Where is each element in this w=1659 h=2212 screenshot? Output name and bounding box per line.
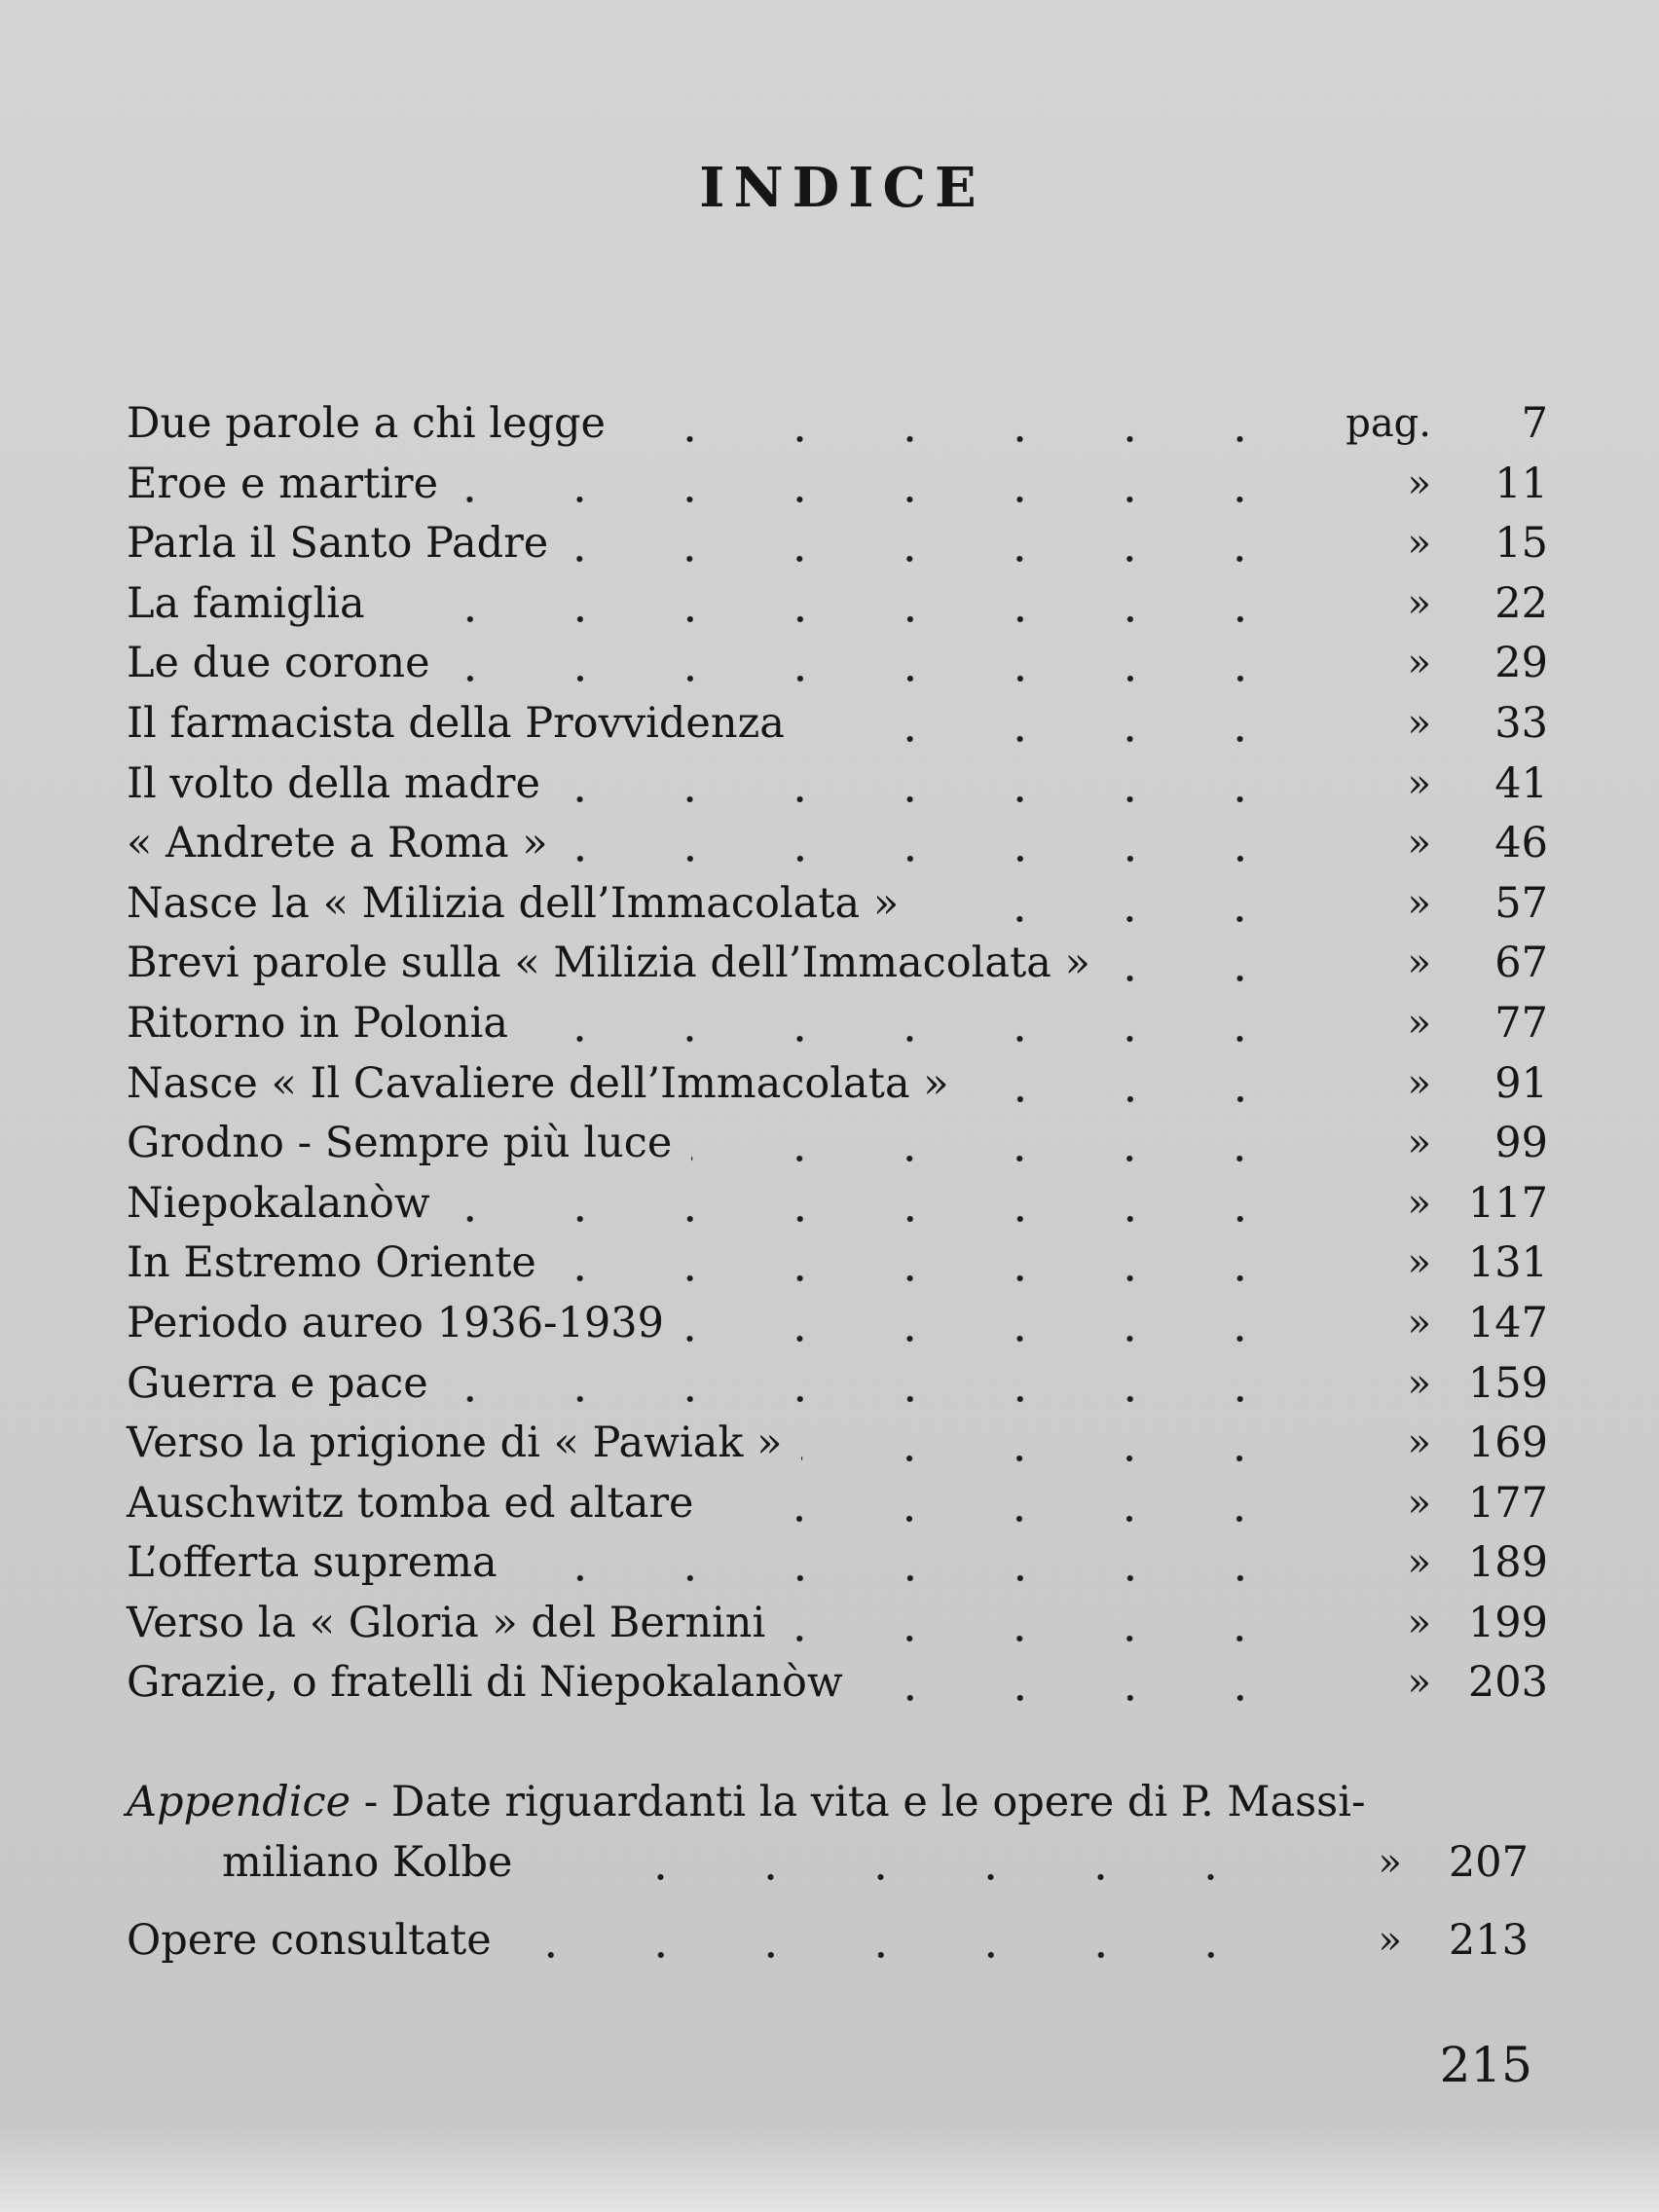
toc-entry-title: Parla il Santo Padre (127, 519, 549, 569)
toc-entry-title: Guerra e pace (127, 1358, 428, 1408)
dot-leader (450, 1174, 1305, 1235)
page-edge-shading (0, 2124, 1659, 2212)
toc-entry-page: 147 (1467, 1298, 1548, 1347)
dot-leader (511, 1910, 1275, 1971)
toc-entry-marker: » (1407, 1060, 1431, 1106)
toc-entry (127, 455, 1548, 515)
toc-entry-marker: » (1407, 461, 1431, 506)
toc-entry (127, 1054, 1548, 1115)
toc-entry-title: Eroe e martire (127, 459, 439, 508)
toc-entry-title: Opere consultate (127, 1916, 492, 1965)
toc-entry-page: 169 (1467, 1419, 1548, 1468)
toc-entry (127, 1414, 1548, 1474)
toc-entry-title: Grazie, o fratelli di Niepokalanòw (127, 1658, 843, 1708)
dot-leader (385, 574, 1305, 635)
sources-entry (127, 1910, 1548, 1971)
toc-entry-page: 11 (1494, 459, 1548, 508)
toc-entry-page: 91 (1494, 1058, 1548, 1108)
toc-entry-marker: » (1407, 580, 1431, 626)
toc-entry-marker: » (1407, 1420, 1431, 1466)
toc-entry (127, 1653, 1548, 1714)
appendix-entry (127, 1772, 1548, 1893)
dot-leader (1110, 934, 1305, 994)
dot-leader (863, 1653, 1305, 1714)
toc-entry-page: 15 (1494, 519, 1548, 569)
appendix-line-2 (127, 1832, 1548, 1893)
toc-entry (127, 1474, 1548, 1534)
dot-leader (448, 1354, 1305, 1415)
dot-leader (528, 994, 1305, 1054)
toc-entry-page: 57 (1494, 878, 1548, 928)
toc-entry-page: 99 (1494, 1119, 1548, 1168)
toc-entry-title: Nasce la « Milizia dell’Immacolata » (127, 878, 900, 928)
toc-entry-title: Il volto della madre (127, 758, 540, 808)
toc-entry (127, 634, 1548, 694)
dot-leader (450, 634, 1305, 694)
toc-entry-title: Due parole a chi legge (127, 399, 606, 448)
dot-leader (625, 394, 1305, 455)
toc-entry (127, 1354, 1548, 1415)
toc-entry-title: Il farmacista della Provvidenza (127, 698, 785, 748)
toc-entry-title: L’offerta suprema (127, 1538, 498, 1588)
toc-entry-marker: » (1407, 1300, 1431, 1346)
toc-entry (127, 1234, 1548, 1294)
toc-entry-marker: » (1407, 821, 1431, 866)
toc-entry (127, 1533, 1548, 1594)
dot-leader (560, 755, 1305, 815)
toc-entry-title: Niepokalanòw (127, 1178, 430, 1228)
toc-entry (127, 934, 1548, 994)
toc-entry (127, 694, 1548, 755)
toc-entry-title: Grodno - Sempre più luce (127, 1119, 673, 1168)
toc-entry-marker: » (1407, 1180, 1431, 1226)
toc-entry-page: 159 (1467, 1358, 1548, 1408)
dot-leader (801, 1414, 1305, 1474)
dot-leader (458, 455, 1305, 515)
page-number: 215 (1439, 2037, 1532, 2093)
toc-entry-marker: » (1407, 940, 1431, 986)
toc-entry-title: Auschwitz tomba ed altare (127, 1478, 694, 1528)
toc-entry-page: 46 (1494, 819, 1548, 868)
toc-entry-title: La famiglia (127, 578, 365, 628)
toc-entry (127, 574, 1548, 635)
dot-leader (918, 874, 1305, 935)
toc-entry-marker: » (1407, 760, 1431, 806)
dot-leader (517, 1533, 1305, 1594)
toc-entry-page: 213 (1448, 1916, 1529, 1965)
dot-leader (683, 1294, 1305, 1354)
toc-entry-title: Ritorno in Polonia (127, 998, 509, 1048)
toc-entry (127, 514, 1548, 574)
toc-entry-marker: » (1407, 1000, 1431, 1046)
toc-entry-marker: » (1378, 1840, 1402, 1885)
toc-entry-title: In Estremo Oriente (127, 1238, 536, 1288)
toc-entry (127, 1594, 1548, 1654)
toc-entry-page: 189 (1467, 1538, 1548, 1588)
toc-entry-marker: » (1407, 1360, 1431, 1406)
appendix-description: - Date riguardanti la vita e le opere di P. Massi- (350, 1778, 1366, 1826)
toc-entry (127, 874, 1548, 935)
toc-entry-marker: » (1407, 1660, 1431, 1706)
toc-entry-title: Le due corone (127, 639, 430, 688)
toc-entry-marker: pag. (1346, 401, 1431, 446)
appendix-line-1 (127, 1772, 1548, 1832)
toc-entry-page: 131 (1467, 1238, 1548, 1288)
toc-entry-marker: » (1407, 1480, 1431, 1526)
toc-entry (127, 1174, 1548, 1235)
toc-entry (127, 394, 1548, 455)
toc-entry-title: « Andrete a Roma » (127, 819, 548, 868)
toc-entry-marker: » (1407, 1600, 1431, 1645)
dot-leader (804, 694, 1305, 755)
toc-entry-page: 33 (1494, 698, 1548, 748)
toc-entry (127, 814, 1548, 874)
toc-entry-page: 203 (1467, 1658, 1548, 1708)
toc-entry-page: 117 (1467, 1178, 1548, 1228)
toc-entry-page: 7 (1521, 399, 1548, 448)
toc-entry-title: Brevi parole sulla « Milizia dell’Immacolata » (127, 939, 1090, 988)
dot-leader (969, 1054, 1305, 1115)
dot-leader (556, 1234, 1305, 1294)
toc-entry-marker: » (1407, 700, 1431, 746)
dot-leader (574, 1832, 1275, 1893)
appendix-description-continued: miliano Kolbe (222, 1838, 513, 1887)
toc-entry-page: 22 (1494, 578, 1548, 628)
dot-leader (691, 1114, 1305, 1174)
toc-entry-marker: » (1407, 1540, 1431, 1586)
toc-entry-page: 67 (1494, 939, 1548, 988)
toc-entry-page: 29 (1494, 639, 1548, 688)
toc-entry-marker: » (1407, 880, 1431, 926)
dot-leader (785, 1594, 1305, 1654)
toc-entry (127, 755, 1548, 815)
toc-entry-page: 41 (1494, 758, 1548, 808)
toc-entry-title: Nasce « Il Cavaliere dell’Immacolata » (127, 1058, 949, 1108)
toc-entry-marker: » (1407, 641, 1431, 686)
toc-entry-page: 77 (1494, 998, 1548, 1048)
toc-entry-page: 177 (1467, 1478, 1548, 1528)
appendix-label: Appendice (127, 1778, 351, 1826)
page-title: INDICE (699, 156, 985, 220)
dot-leader (568, 514, 1305, 574)
toc-entry-title: Verso la prigione di « Pawiak » (127, 1419, 783, 1468)
dot-leader (568, 814, 1305, 874)
toc-entry-marker: » (1407, 521, 1431, 567)
table-of-contents (127, 394, 1548, 1714)
toc-entry (127, 1294, 1548, 1354)
toc-entry (127, 1114, 1548, 1174)
toc-entry (127, 994, 1548, 1054)
toc-entry-title: Periodo aureo 1936-1939 (127, 1298, 665, 1347)
toc-entry-marker: » (1407, 1240, 1431, 1286)
toc-entry-marker: » (1378, 1918, 1402, 1963)
dot-leader (713, 1474, 1305, 1534)
toc-entry-marker: » (1407, 1121, 1431, 1166)
toc-entry-title: Verso la « Gloria » del Bernini (127, 1598, 766, 1647)
toc-entry-page: 199 (1467, 1598, 1548, 1647)
toc-entry-page: 207 (1448, 1838, 1529, 1887)
